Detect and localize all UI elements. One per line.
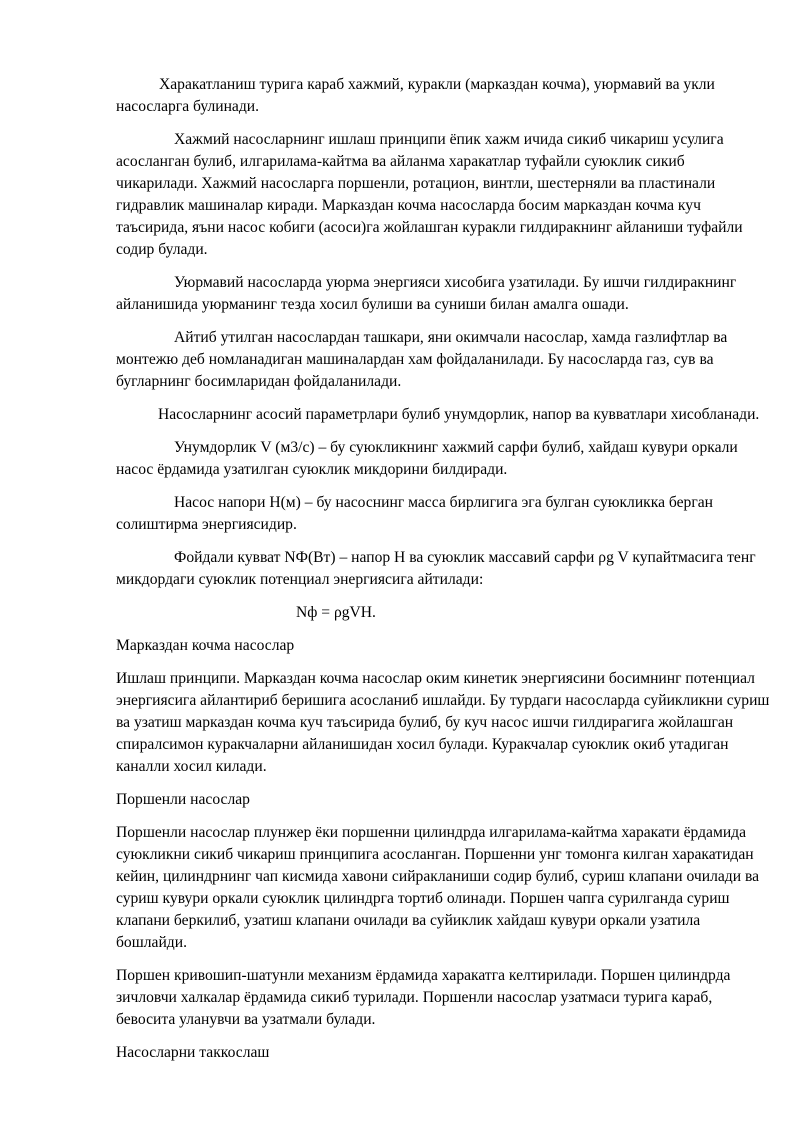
document-page xyxy=(116,74,770,1075)
paragraph-productivity: Унумдорлик V (м3/с) – бу суюкликнинг хажмий сарфи булиб, хайдаш кувури оркали насос ёрдамида узатилган суюклик микдорини билдиради. xyxy=(116,439,738,478)
paragraph-classification: Харакатланиш турига караб хажмий, куракли (марказдан кочма), уюрмавий ва укли насосларга булинади. xyxy=(116,76,715,115)
paragraph-vortex-pumps: Уюрмавий насосларда уюрма энергияси хисобига узатилади. Бу ишчи гилдиракнинг айланишида уюрманинг тезда хосил булиши ва суниши билан амалга ошади. xyxy=(116,274,737,313)
section-title-comparison: Насосларни таккослаш xyxy=(116,1044,270,1061)
paragraph-jet-pumps: Айтиб утилган насослардан ташкари, яни окимчали насослар, хамда газлифтлар ва монтежю деб номланадиган машиналардан хам фойдаланилади. Бу насосларда газ, сув ва бугларнинг босимларидан фойдаланилади. xyxy=(116,329,728,390)
power-formula: Nф = ρgVH. xyxy=(296,604,376,621)
section-title-centrifugal: Марказдан кочма насослар xyxy=(116,637,295,654)
paragraph-volumetric-pumps: Хажмий насосларнинг ишлаш принципи ёпик хажм ичида сикиб чикариш усулига асосланган булиб, илгарилама-кайтма ва айланма харакатлар туфайли суюклик сикиб чикарилади. Хажмий насосларга поршенли, ротацион, винтли, шестерняли ва пластинали гидравлик машиналар киради. Марказдан кочма насосларда босим марказдан кочма куч таъсирида, яъни насос кобиги (асоси)га жойлашган куракли гилдиракнинг айланиши туфайли содир булади. xyxy=(116,131,743,258)
paragraph-main-parameters: Насосларнинг асосий параметрлари булиб унумдорлик, напор ва кувватлари хисобланади. xyxy=(158,406,760,423)
section-title-piston: Поршенли насослар xyxy=(116,791,250,808)
paragraph-centrifugal-principle: Ишлаш принципи. Марказдан кочма насослар оким кинетик энергиясини босимнинг потенциал энергиясига айлантириб беришига асосланиб ишлайди. Бу турдаги насосларда суйикликни суриш ва узатиш марказдан кочма куч таъсирида булиб, бу куч насос ишчи гилдирагига жойлашган спиралсимон куракчаларни айланишидан хосил булади. Куракчалар суюклик окиб утадиган каналли хосил килади. xyxy=(116,670,770,775)
paragraph-piston-mechanism: Поршен кривошип-шатунли механизм ёрдамида харакатга келтирилади. Поршен цилиндрда зичловчи халкалар ёрдамида сикиб турилади. Поршенли насослар узатмаси турига караб, бевосита уланувчи ва узатмали булади. xyxy=(116,967,731,1028)
paragraph-pump-head: Насос напори H(м) – бу насоснинг масса бирлигига эга булган суюкликка берган солиштирма энергиясидир. xyxy=(116,494,714,533)
paragraph-useful-power: Фойдали кувват NФ(Вт) – напор H ва суюклик массавий сарфи ρg V купайтмасига тенг микдордаги суюклик потенциал энергиясига айтилади: xyxy=(116,549,756,588)
paragraph-piston-principle: Поршенли насослар плунжер ёки поршенни цилиндрда илгарилама-кайтма харакати ёрдамида суюкликни сикиб чикариш принципига асосланган. Поршенни унг томонга килган харакатидан кейин, цилиндрнинг чап кисмида хавони сийракланиши содир булиб, суриш клапани очилади ва суриш кувури оркали суюклик цилиндрга тортиб олинади. Поршен чапга сурилганда суриш клапани беркилиб, узатиш клапани очилади ва суйиклик хайдаш кувури оркали узатила бошлайди. xyxy=(116,824,760,951)
